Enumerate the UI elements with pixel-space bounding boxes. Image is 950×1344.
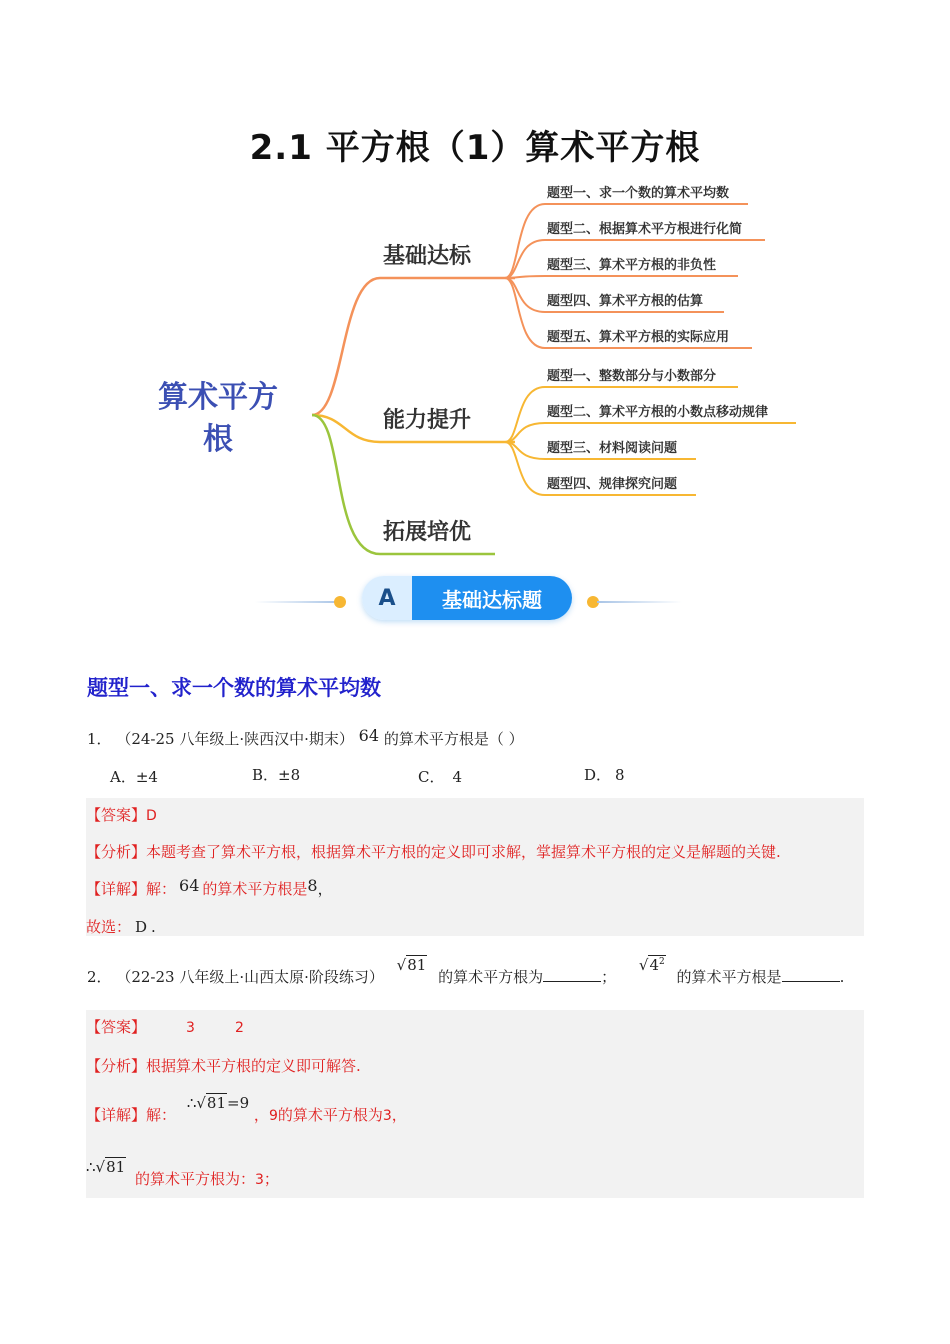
choose-end: . xyxy=(151,918,156,936)
subtopic-1-3: 题型三、算术平方根的非负性 xyxy=(547,258,717,273)
stem-end: . xyxy=(839,968,845,986)
therefore-sign: ∴ xyxy=(186,1094,197,1112)
line2-equation: ∴√81 xyxy=(86,1158,126,1176)
branch-label-2: 能力提升 xyxy=(383,408,472,433)
question-number: 2． xyxy=(87,968,112,986)
answer-line xyxy=(86,1016,244,1037)
radicand: 81 xyxy=(407,956,427,974)
detail-tag: 【详解】 xyxy=(86,1106,147,1124)
subtopic-1-2: 题型二、根据算术平方根进行化简 xyxy=(547,222,743,237)
choose-label: 故选： xyxy=(86,918,132,936)
subtopic-2-2: 题型二、算术平方根的小数点移动规律 xyxy=(547,405,769,420)
banner-line-left xyxy=(255,601,340,603)
subtopic-2-4: 题型四、规律探究问题 xyxy=(547,477,678,492)
option-text: 8 xyxy=(615,766,625,784)
blank-2[interactable] xyxy=(782,967,840,982)
therefore-sign: ∴ xyxy=(86,1158,96,1176)
analysis-tag: 【分析】 xyxy=(86,843,147,861)
branch-connector-1 xyxy=(312,278,515,415)
radicand: 81 xyxy=(106,1158,126,1176)
option-key: C． xyxy=(418,768,445,786)
subtopic-2-3: 题型三、材料阅读问题 xyxy=(547,441,678,456)
detail-tag: 【详解】 xyxy=(86,880,147,898)
detail-comma-2: ， xyxy=(391,1106,407,1124)
branch-label-1: 基础达标 xyxy=(383,244,472,269)
question-2 xyxy=(87,956,845,987)
answer-value-2: 2 xyxy=(234,1020,244,1036)
question-value: 64 xyxy=(358,726,380,745)
detail-prefix: 解： xyxy=(146,1106,177,1124)
separator: ； xyxy=(601,968,617,986)
line2-text: 的算术平方根为： xyxy=(134,1170,255,1188)
section-title: 题型一、求一个数的算术平均数 xyxy=(87,675,381,700)
detail-line xyxy=(86,878,333,899)
option-text: ±4 xyxy=(135,768,158,786)
question-stem: 的算术平方根是（ ） xyxy=(383,730,524,748)
banner-letter: A xyxy=(362,576,412,620)
detail-equation: ∴√81=9 xyxy=(186,1094,250,1112)
branch-label-3: 拓展培优 xyxy=(383,520,472,545)
mindmap-root-line2: 根 xyxy=(203,422,233,457)
choose-line xyxy=(86,916,156,937)
answer-box-1 xyxy=(86,798,864,936)
subtopic-2-1: 题型一、整数部分与小数部分 xyxy=(547,369,717,384)
option-a xyxy=(110,766,158,787)
subtopic-1-5: 题型五、算术平方根的实际应用 xyxy=(547,330,730,345)
detail-three: 3 xyxy=(382,1108,392,1124)
analysis-text: 本题考查了算术平方根，根据算术平方根的定义即可求解，掌握算术平方根的定义是解题的关键. xyxy=(146,843,781,861)
analysis-tag: 【分析】 xyxy=(86,1057,147,1075)
answer-line xyxy=(86,804,157,825)
banner-line-right xyxy=(597,601,682,603)
option-key: D． xyxy=(584,766,612,784)
analysis-line xyxy=(86,1055,361,1076)
mind-map xyxy=(0,170,950,570)
detail-value: 64 xyxy=(179,876,200,895)
section-banner xyxy=(362,576,572,620)
option-text: 4 xyxy=(452,768,463,786)
analysis-line xyxy=(86,841,781,862)
radicand: 81 xyxy=(206,1094,227,1112)
radical-81: √81 xyxy=(396,956,427,974)
line2-end: ； xyxy=(263,1170,279,1188)
sub-connector-1-3 xyxy=(505,276,738,278)
option-key: B． xyxy=(252,766,279,784)
choose-value: D xyxy=(135,918,148,936)
detail-mid: 的算术平方根是 xyxy=(202,880,308,898)
question-number: 1． xyxy=(87,730,112,748)
detail-comma: ， xyxy=(253,1106,269,1124)
detail-line xyxy=(86,1094,407,1125)
detail-end: ， xyxy=(317,880,333,898)
option-b xyxy=(252,764,300,785)
answer-tag: 【答案】 xyxy=(86,1018,147,1036)
detail-line-2 xyxy=(86,1158,279,1189)
radicand: 4 xyxy=(649,956,660,974)
blank-1[interactable] xyxy=(543,967,601,982)
answer-box-2 xyxy=(86,1010,864,1198)
answer-value-1: 3 xyxy=(186,1020,195,1036)
detail-nine: 9 xyxy=(268,1108,278,1124)
subtopic-1-1: 题型一、求一个数的算术平均数 xyxy=(547,186,730,201)
banner-label: 基础达标题 xyxy=(412,576,572,620)
option-text: ±8 xyxy=(278,766,301,784)
question-source: （22-23 八年级上·山西太原·阶段练习） xyxy=(116,968,384,986)
option-key: A． xyxy=(110,768,136,786)
mindmap-root-line1: 算术平方 xyxy=(158,380,278,415)
answer-tag: 【答案】 xyxy=(86,806,147,824)
equals-value: =9 xyxy=(227,1094,250,1112)
question-1 xyxy=(87,728,524,749)
sub-connector-2-2 xyxy=(505,423,796,442)
exponent: 2 xyxy=(659,957,665,967)
analysis-text: 根据算术平方根的定义即可解答. xyxy=(146,1057,361,1075)
detail-result: 8 xyxy=(307,876,318,895)
page-title: 2.1 平方根（1）算术平方根 xyxy=(249,128,701,168)
option-c xyxy=(418,766,462,787)
option-d xyxy=(584,764,625,785)
stem-2: 的算术平方根是 xyxy=(676,968,782,986)
radical-4-squared: $√4^2$ xyxy=(638,956,665,974)
detail-prefix: 解： xyxy=(146,880,177,898)
line2-value: 3 xyxy=(255,1172,264,1188)
detail-mid: 的算术平方根为 xyxy=(277,1106,383,1124)
answer-value: D xyxy=(146,808,157,824)
banner-dot-left xyxy=(334,596,346,608)
subtopic-1-4: 题型四、算术平方根的估算 xyxy=(547,294,704,309)
question-source: （24-25 八年级上·陕西汉中·期末） xyxy=(116,730,354,748)
stem-1: 的算术平方根为 xyxy=(438,968,544,986)
